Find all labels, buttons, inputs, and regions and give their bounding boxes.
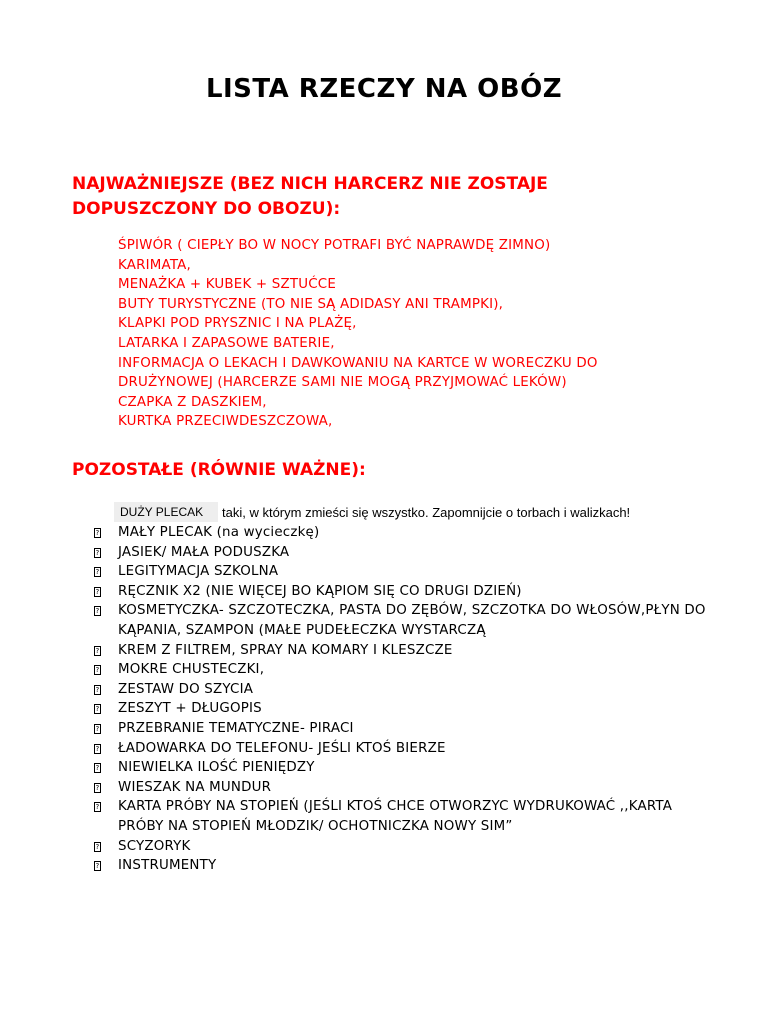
list-item: [94, 582, 714, 602]
list-item: [94, 719, 714, 739]
list-item-text: KREM Z FILTREM, SPRAY NA KOMARY I KLESZCZE: [118, 642, 453, 658]
list-item-text: MOKRE CHUSTECZKI,: [118, 662, 265, 678]
list-item: KLAPKI POD PRYSZNIC I NA PLAŻĘ,: [118, 316, 357, 332]
list-item-text: MAŁY PLECAK (na wycieczkę): [118, 525, 320, 540]
big-backpack-row: [114, 502, 734, 524]
list-item: [94, 758, 714, 778]
list-item: [94, 543, 714, 563]
list-item-text: RĘCZNIK X2 (NIE WIĘCEJ BO KĄPIOM SIĘ CO DRUGI DZIEŃ): [118, 583, 522, 599]
missing-glyph-icon: ?: [95, 783, 100, 792]
missing-glyph-icon: ?: [95, 842, 100, 851]
missing-glyph-icon: ?: [95, 724, 100, 733]
list-item-text: LEGITYMACJA SZKOLNA: [118, 564, 279, 580]
list-item-text: WIESZAK NA MUNDUR: [118, 779, 272, 795]
list-item-text: NIEWIELKA ILOŚĆ PIENIĘDZY: [118, 760, 315, 776]
missing-glyph-icon: ?: [95, 666, 100, 675]
list-item: ŚPIWÓR ( CIEPŁY BO W NOCY POTRAFI BYĆ NAPRAWDĘ ZIMNO): [118, 238, 551, 253]
missing-glyph-icon: ?: [95, 568, 100, 577]
section-heading-most-important: NAJWAŻNIEJSZE (BEZ NICH HARCERZ NIE ZOSTAJE DOPUSZCZONY DO OBOZU):: [72, 174, 548, 219]
list-item-text: JASIEK/ MAŁA PODUSZKA: [118, 544, 290, 560]
list-item: KURTKA PRZECIWDESZCZOWA,: [118, 414, 333, 430]
list-item: BUTY TURYSTYCZNE (TO NIE SĄ ADIDASY ANI TRAMPKI),: [118, 296, 504, 312]
list-item: [94, 739, 714, 759]
list-item-text: SCYZORYK: [118, 838, 191, 854]
missing-glyph-icon: ?: [95, 803, 100, 812]
list-item: [94, 797, 714, 836]
big-backpack-label: DUŻY PLECAK: [114, 502, 218, 522]
list-item: KARIMATA,: [118, 257, 191, 273]
list-item-text: INSTRUMENTY: [118, 858, 217, 874]
list-item-text: KOSMETYCZKA- SZCZOTECZKA, PASTA DO ZĘBÓW, SZCZOTKA DO WŁOSÓW,PŁYN DO KĄPANIA, SZAMPON (MAŁE PUDEŁECZKA WYSTARCZĄ: [118, 603, 706, 638]
other-items-list: [94, 523, 714, 876]
list-item-text: KARTA PRÓBY NA STOPIEŃ (JEŚLI KTOŚ CHCE OTWORZYC WYDRUKOWAĆ ,,KARTA PRÓBY NA STOPIEŃ MŁODZIK/ OCHOTNICZKA NOWY SIM”: [118, 799, 673, 834]
section-heading-other: POZOSTAŁE (RÓWNIE WAŻNE):: [72, 460, 366, 480]
list-item: [94, 778, 714, 798]
list-item: [94, 680, 714, 700]
missing-glyph-icon: ?: [95, 646, 100, 655]
list-item-text: ZESTAW DO SZYCIA: [118, 681, 254, 697]
list-item: CZAPKA Z DASZKIEM,: [118, 394, 267, 410]
list-item: LATARKA I ZAPASOWE BATERIE,: [118, 335, 335, 351]
list-item: [94, 699, 714, 719]
most-important-list: [118, 236, 678, 432]
list-item: [94, 562, 714, 582]
list-item: [94, 660, 714, 680]
missing-glyph-icon: ?: [95, 587, 100, 596]
list-item: DRUŻYNOWEJ (HARCERZE SAMI NIE MOGĄ PRZYJMOWAĆ LEKÓW): [118, 375, 567, 391]
list-item: [94, 837, 714, 857]
missing-glyph-icon: ?: [95, 685, 100, 694]
list-item: MENAŻKA + KUBEK + SZTUĆCE: [118, 277, 337, 293]
list-item: INFORMACJA O LEKACH I DAWKOWANIU NA KARTCE W WORECZKU DO: [118, 355, 598, 371]
list-item: [94, 856, 714, 876]
list-item-text: ZESZYT + DŁUGOPIS: [118, 701, 262, 717]
missing-glyph-icon: ?: [95, 607, 100, 616]
list-item: [94, 523, 714, 543]
list-item-text: ŁADOWARKA DO TELEFONU- JEŚLI KTOŚ BIERZE: [118, 740, 446, 756]
list-item: [94, 641, 714, 661]
big-backpack-description: taki, w którym zmieści się wszystko. Zapomnijcie o torbach i walizkach!: [222, 505, 631, 520]
missing-glyph-icon: ?: [95, 862, 100, 871]
list-item-text: PRZEBRANIE TEMATYCZNE- PIRACI: [118, 720, 354, 736]
missing-glyph-icon: ?: [95, 705, 100, 714]
list-item: [94, 601, 714, 640]
missing-glyph-icon: ?: [95, 548, 100, 557]
missing-glyph-icon: ?: [95, 529, 100, 537]
page-title: LISTA RZECZY NA OBÓZ: [205, 74, 563, 104]
missing-glyph-icon: ?: [95, 764, 100, 773]
missing-glyph-icon: ?: [95, 744, 100, 753]
